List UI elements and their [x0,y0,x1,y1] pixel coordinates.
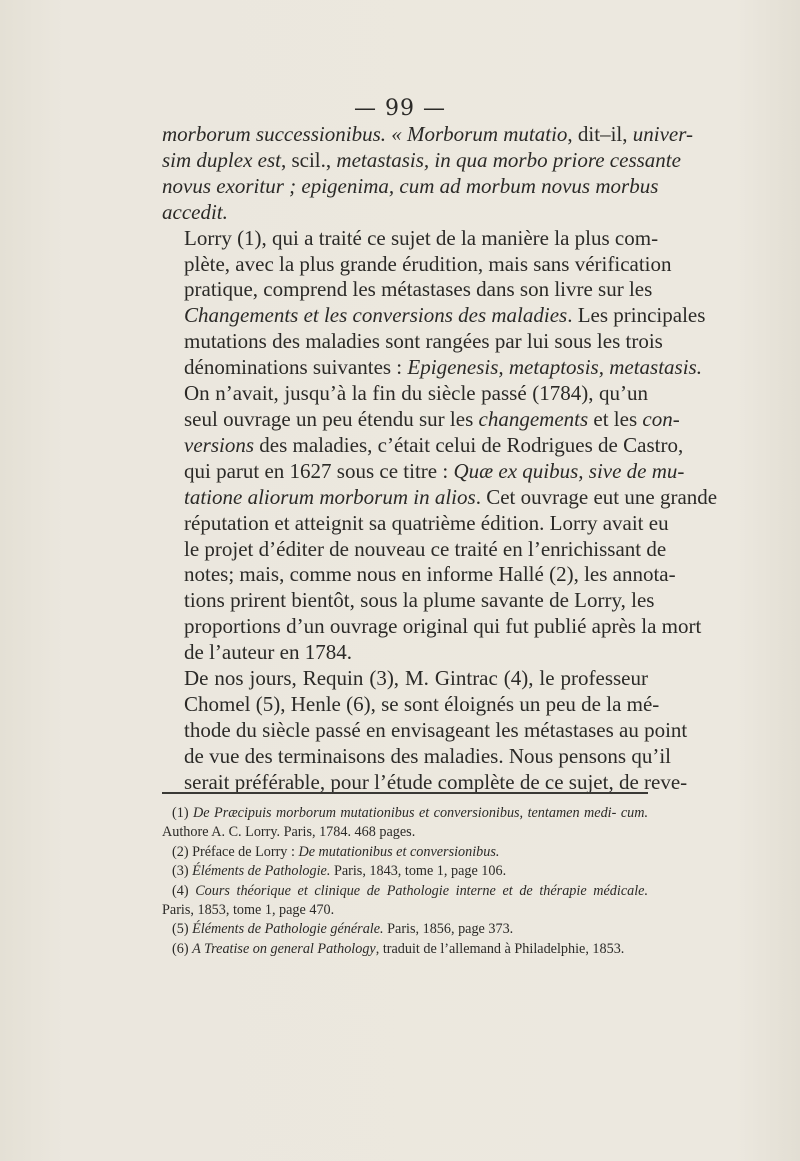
text-run: metastasis, in qua morbo priore cessante [336,147,681,172]
text-run: novus exoritur ; epigenima, cum ad morbum novus morbus [162,173,659,198]
text-line [162,458,685,485]
text-line [162,406,680,433]
text-run: (6) [172,940,193,957]
footnote [162,804,648,843]
text-run: Chomel (5), Henle (6), se sont éloignés un peu de la mé- [184,691,660,716]
text-run: De nos jours, Requin (3), M. Gintrac (4), le professeur [184,666,648,691]
text-run: seul ouvrage un peu étendu sur les [184,406,479,431]
text-run: Changements et les conversions des maladies [184,303,568,328]
text-run: des maladies, c’était celui de Rodrigues de Castro, [254,432,684,457]
footnotes [162,804,648,959]
text-line [162,691,660,718]
text-line [162,147,681,174]
text-line [162,355,702,381]
text-line [162,329,663,355]
text-run: qui parut en 1627 sous ce titre : [184,458,454,483]
text-run: On n’avait, jusqu’à la fin du siècle passé (1784), qu’un [184,381,648,406]
text-run: , dit–il, [567,122,633,146]
text-run: univer- [632,122,693,146]
text-line [162,381,648,407]
text-line [162,666,648,692]
paragraph [162,381,718,666]
text-line [162,717,688,744]
footnote [162,862,648,881]
text-line [162,588,655,614]
text-line [162,173,659,200]
text-run: (1) [172,805,194,821]
text-run: , scil., [280,147,337,172]
text-run: tions prirent bientôt, sous la plume savante de Lorry, les [184,588,655,613]
text-line [162,303,706,329]
text-line [162,225,659,252]
text-run: Quæ ex quibus, sive de mu- [453,458,685,483]
text-line [162,484,718,511]
text-line [162,743,671,770]
text-run: changements [478,406,589,431]
text-run: Authore A. C. Lorry. Paris, 1784. 468 pages. [162,824,416,841]
text-line [162,251,672,278]
text-run: mutations des maladies sont rangées par lui sous les trois [184,329,663,354]
text-line [162,614,702,640]
text-run: de vue des terminaisons des maladies. Nous pensons qu’il [184,743,671,768]
text-run: Éléments de Pathologie. [192,863,331,880]
text-run: Paris, 1843, tome 1, page 106. [330,863,507,880]
text-run: notes; mais, comme nous en informe Hallé (2), les annota- [184,562,676,587]
footnote [162,920,648,939]
text-run: (3) [172,863,193,880]
text-run: (2) Préface de Lorry : [172,843,299,860]
paragraph [162,122,693,226]
text-run: accedit. [162,199,228,224]
footnote [162,940,648,959]
text-run: . Cet ouvrage eut une grande [475,484,718,509]
text-run: (5) [172,921,193,938]
footnote-separator [162,792,648,794]
text-line [162,277,653,303]
text-run: pratique, comprend les métastases dans son livre sur les [184,277,653,302]
text-run: . Les principales [567,303,706,328]
text-run: cum. [620,805,648,821]
text-run: con- [642,406,680,431]
body-text [162,122,718,796]
text-run: et les [588,406,643,431]
page-number: — 99 — [354,96,446,121]
text-run: De mutationibus et conversionibus. [298,843,500,860]
text-line [162,562,676,588]
text-run: morborum successionibus. « Morborum mutatio [162,122,568,146]
text-run: Cours théorique et clinique de Pathologie interne et de thérapie médicale. [195,882,648,899]
text-run: de l’auteur en 1784. [184,640,352,665]
text-run: plète, avec la plus grande érudition, mais sans vérification [184,251,672,276]
text-run: tatione aliorum morborum in alios [184,484,476,509]
text-run: thode du siècle passé en envisageant les métastases au point [184,717,688,742]
paragraph [162,666,688,796]
text-run: sim duplex est [162,147,281,172]
text-run: Paris, 1856, page 373. [383,921,514,938]
text-run: le projet d’éditer de nouveau ce traité en l’enrichissant de [184,536,667,561]
text-run: Paris, 1853, tome 1, page 470. [162,902,335,919]
text-line [162,510,669,537]
text-run: proportions d’un ouvrage original qui fut publié après la mort [184,614,702,639]
text-line [162,536,667,563]
text-run: , traduit de l’allemand à Philadelphie, 1853. [375,940,625,957]
footnote [162,843,648,862]
text-run: (4) [172,882,196,899]
text-run: Lorry (1), qui a traité ce sujet de la manière la plus com- [184,225,659,250]
text-run: Éléments de Pathologie générale. [192,921,384,938]
text-run: réputation et atteignit sa quatrième édition. Lorry avait eu [184,510,669,535]
footnote [162,882,648,921]
text-line [162,640,648,666]
text-run: De Præcipuis morborum mutationibus et conversionibus, tentamen medi- [193,805,617,821]
text-line [162,122,693,148]
text-line [162,200,648,226]
text-run: A Treatise on general Pathology [192,940,376,957]
text-run: versions [184,432,254,457]
text-run: Epigenesis, metaptosis, metastasis. [407,355,702,380]
text-run: dénominations suivantes : [184,355,408,380]
text-line [162,432,684,459]
text-run: serait préférable, pour l’étude complète de ce sujet, de reve- [184,769,688,794]
paragraph [162,225,706,381]
